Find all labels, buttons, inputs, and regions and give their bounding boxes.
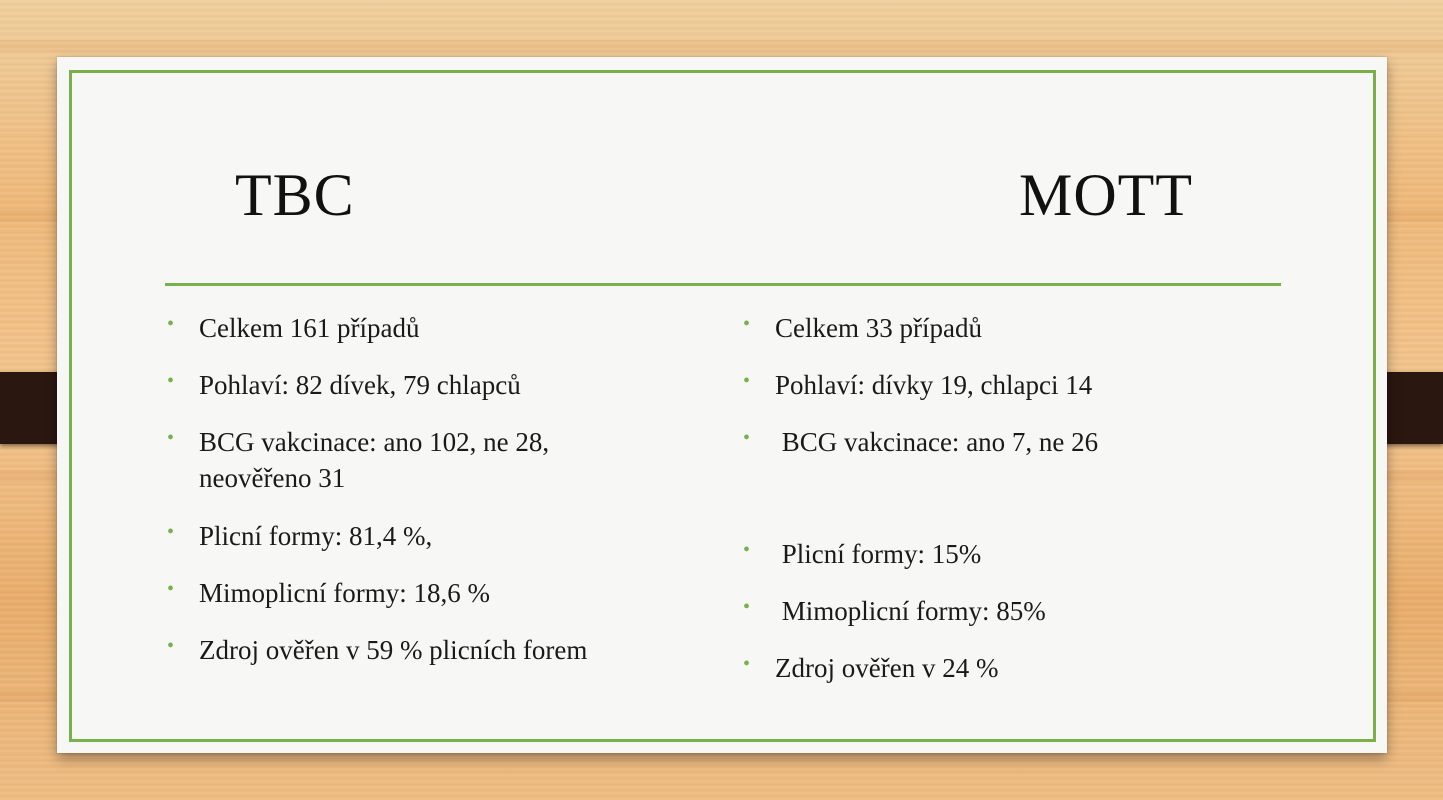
bullet-item — [167, 575, 490, 611]
title-divider — [165, 283, 1281, 286]
bullet-item — [743, 310, 982, 346]
bullet-text: Zdroj ověřen v 24 % — [775, 653, 999, 683]
bullet-dot-icon: • — [167, 521, 175, 543]
bullet-dot-icon: • — [167, 635, 175, 657]
bullet-text: Pohlaví: dívky 19, chlapci 14 — [775, 370, 1093, 400]
tbc-heading: TBC — [235, 162, 355, 228]
bullet-text: Pohlaví: 82 dívek, 79 chlapců — [199, 370, 521, 400]
bullet-text: BCG vakcinace: ano 7, ne 26 — [775, 427, 1099, 457]
bullet-dot-icon: • — [743, 596, 751, 618]
bullet-dot-icon: • — [167, 313, 175, 335]
bullet-text: Plicní formy: 15% — [775, 539, 982, 569]
bullet-text: Mimoplicní formy: 18,6 % — [199, 578, 490, 608]
bullet-dot-icon: • — [743, 313, 751, 335]
bullet-text: Mimoplicní formy: 85% — [775, 596, 1046, 626]
bullet-item — [167, 310, 419, 346]
bullet-item — [167, 424, 549, 496]
bullet-text: BCG vakcinace: ano 102, ne 28, neověřeno 31 — [199, 427, 550, 493]
bullet-text: Zdroj ověřen v 59 % plicních forem — [199, 635, 588, 665]
bullet-text: Plicní formy: 81,4 %, — [199, 521, 433, 551]
bullet-dot-icon: • — [167, 578, 175, 600]
bullet-dot-icon: • — [743, 653, 751, 675]
bullet-item — [743, 593, 1046, 629]
bullet-dot-icon: • — [167, 427, 175, 449]
bullet-dot-icon: • — [743, 370, 751, 392]
bullet-item — [167, 632, 587, 668]
bullet-item — [743, 536, 981, 572]
slide-card — [57, 57, 1387, 753]
mott-heading: MOTT — [1019, 162, 1193, 228]
bullet-item — [167, 367, 521, 403]
bullet-text: Celkem 33 případů — [775, 313, 982, 343]
bullet-item — [743, 367, 1092, 403]
bullet-item — [743, 650, 998, 686]
bullet-item — [743, 424, 1098, 460]
bullet-dot-icon: • — [743, 539, 751, 561]
bullet-dot-icon: • — [167, 370, 175, 392]
wood-grain — [0, 40, 1443, 52]
bullet-item — [167, 518, 432, 554]
bullet-text: Celkem 161 případů — [199, 313, 420, 343]
bullet-dot-icon: • — [743, 427, 751, 449]
